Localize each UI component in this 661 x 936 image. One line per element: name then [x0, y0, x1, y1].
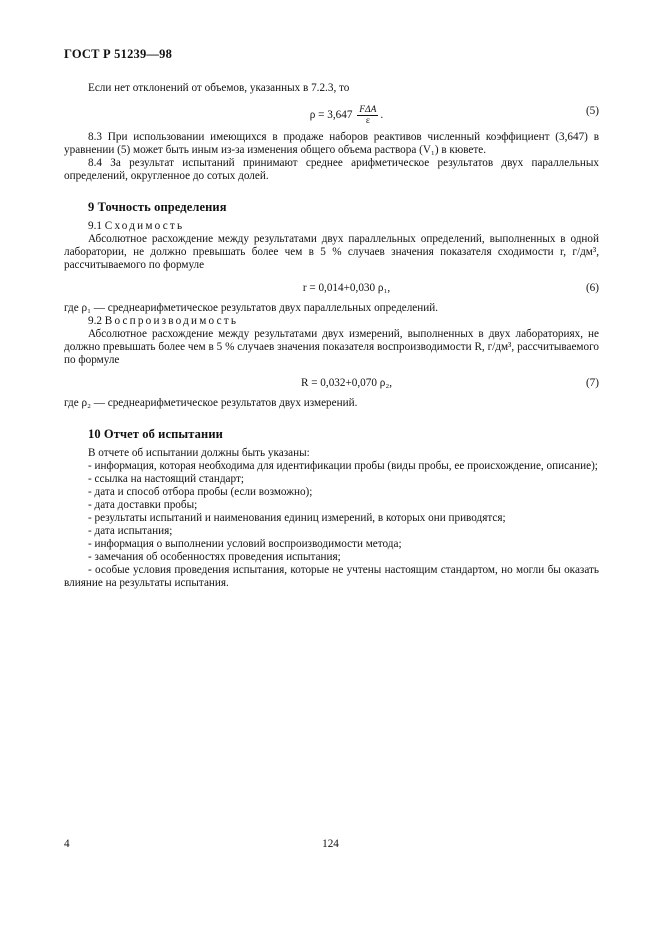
formula-5-number: (5) [585, 105, 599, 117]
page-number-local: 4 [64, 838, 70, 850]
formula-6 [64, 278, 599, 298]
subsection-9-1-heading [64, 220, 599, 233]
document-header: ГОСТ Р 51239—98 [64, 47, 173, 61]
subsection-9-1-text: Абсолютное расхождение между результатами двух параллельных определений, выполненных в одной лаборатории, не должно превышать более чем в 5 % случаев значения показателя сходимости r, г/дм³, рассчитываемого по формуле [64, 233, 599, 271]
formula-7-expression: R = 0,032+0,070 ρ₂, [300, 377, 393, 389]
list-item: - дата испытания; [88, 525, 173, 537]
list-item: - результаты испытаний и наименования единиц измерений, в которых они приводятся; [88, 512, 506, 524]
subsection-9-2-text: Абсолютное расхождение между результатами двух измерений, выполненных в двух лабораториях, не должно превышать более чем в 5 % случаев значения показателя воспроизводимости R, г/дм³, рассчитываемого по формуле [64, 328, 599, 366]
formula-5-tail: . [380, 109, 384, 122]
formula-5-expression [64, 105, 599, 126]
page-number-global: 124 [322, 838, 339, 850]
subsection-9-2-number: 9.2 [88, 315, 105, 327]
formula-7 [64, 373, 599, 393]
paragraph-8-3: 8.3 При использовании имеющихся в продаже наборов реактивов численный коэффициент (3,647) в уравнении (5) может быть иным из-за изменения общего объема раствора (V₁) в кювете. [64, 131, 599, 156]
document-body [64, 76, 599, 590]
list-item: - дата и способ отбора пробы (если возможно); [88, 486, 313, 498]
formula-5-numerator: FΔA [359, 105, 377, 115]
subsection-9-1-number: 9.1 [88, 220, 105, 232]
subsection-9-1-label: Сходимость [104, 220, 185, 232]
formula-6-explanation: где ρ₁ — среднеарифметическое результатов двух параллельных определений. [64, 302, 439, 314]
list-item: - особые условия проведения испытания, которые не учтены настоящим стандартом, но могли бы оказать влияние на результаты испытания. [64, 564, 599, 589]
list-item: - замечания об особенностях проведения испытания; [88, 551, 341, 563]
section-10-title: 10 Отчет об испытании [88, 427, 223, 441]
subsection-9-2-label: Воспроизводимость [104, 315, 239, 327]
formula-7-explanation: где ρ₂ — среднеарифметическое результатов двух измерений. [64, 397, 358, 409]
subsection-9-2-heading [64, 315, 599, 328]
section-10-lead: В отчете об испытании должны быть указаны: [88, 447, 310, 459]
intro-paragraph: Если нет отклонений от объемов, указанных в 7.2.3, то [88, 82, 350, 94]
list-item: - дата доставки пробы; [88, 499, 198, 511]
formula-5-fraction [357, 105, 378, 126]
report-items-list [64, 460, 599, 590]
formula-6-expression: r = 0,014+0,030 ρ₁, [302, 282, 391, 294]
list-item: - информация о выполнении условий воспроизводимости метода; [88, 538, 402, 550]
formula-5-denominator: ε [365, 116, 370, 126]
formula-6-number: (6) [585, 282, 599, 294]
paragraph-8-4: 8.4 За результат испытаний принимают среднее арифметическое результатов двух параллельных определений, округленное до сотых долей. [64, 157, 599, 182]
list-item: - информация, которая необходима для идентификации пробы (виды пробы, ее происхождение, описание); [88, 460, 598, 472]
formula-5-lhs: ρ = 3,647 [309, 109, 353, 122]
formula-5 [64, 101, 599, 127]
section-9-title: 9 Точность определения [88, 200, 227, 214]
formula-7-number: (7) [585, 377, 599, 389]
list-item: - ссылка на настоящий стандарт; [88, 473, 244, 485]
